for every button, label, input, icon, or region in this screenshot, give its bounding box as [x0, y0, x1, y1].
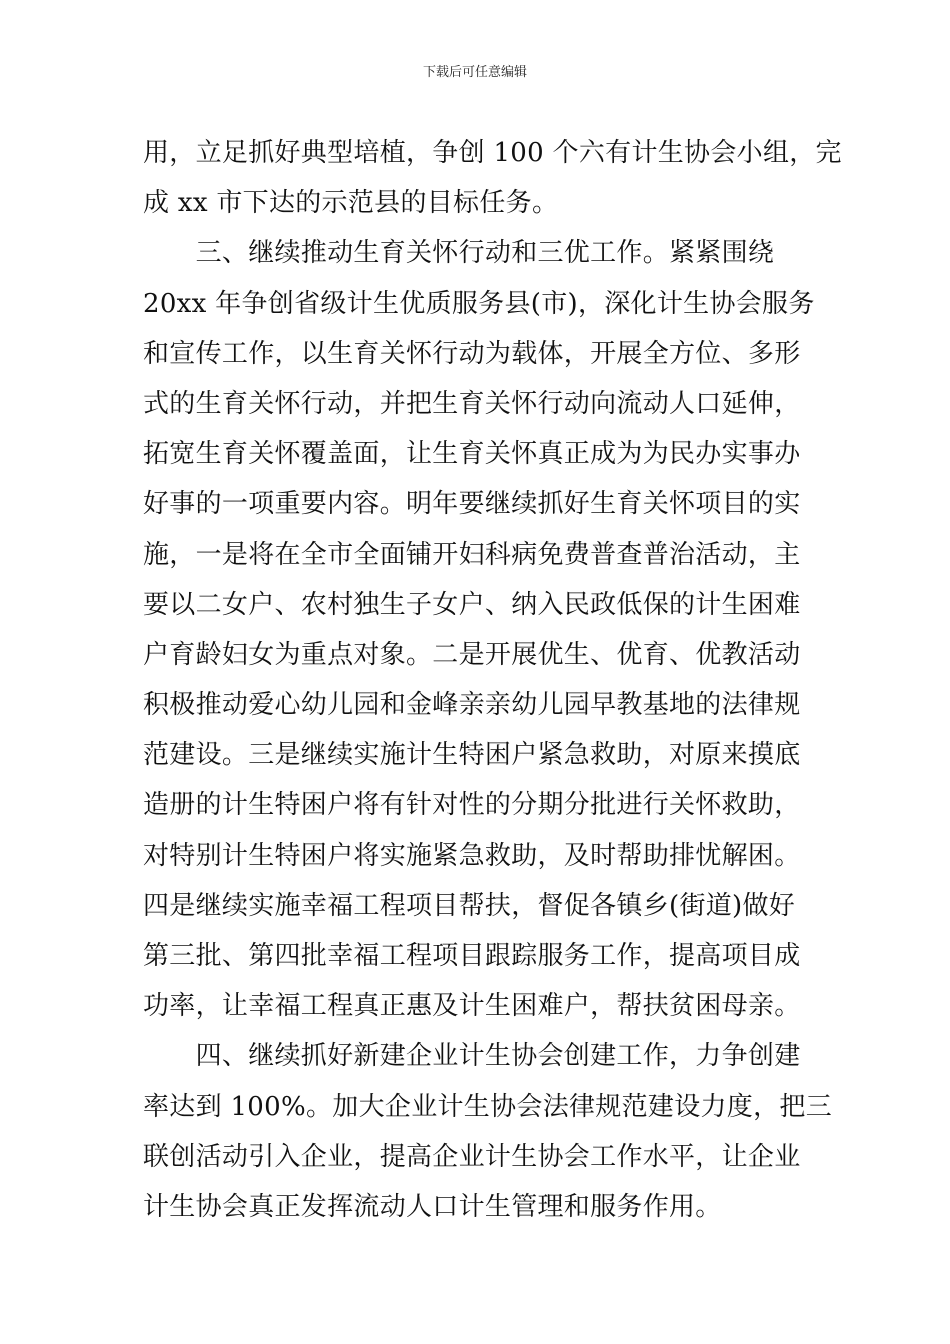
text-line: 第三批、第四批幸福工程项目跟踪服务工作，提高项目成 — [143, 941, 801, 971]
text-line: 20xx 年争创省级计生优质服务县(市)，深化计生协会服务 — [143, 288, 815, 319]
text-line: 范建设。三是继续实施计生特困户紧急救助，对原来摸底 — [143, 740, 801, 771]
text-line: 好事的一项重要内容。明年要继续抓好生育关怀项目的实 — [143, 489, 801, 520]
body-text — [143, 128, 842, 1232]
text-line: 拓宽生育关怀覆盖面，让生育关怀真正成为为民办实事办 — [143, 439, 801, 470]
text-line: 户育龄妇女为重点对象。二是开展优生、优育、优教活动 — [143, 639, 801, 670]
text-line: 对特别计生特困户将实施紧急救助，及时帮助排忧解困。 — [143, 840, 801, 871]
text-line: 成 xx 市下达的示范县的目标任务。 — [143, 188, 559, 219]
text-line: 联创活动引入企业，提高企业计生协会工作水平，让企业 — [143, 1141, 801, 1172]
text-line: 率达到 100%。加大企业计生协会法律规范建设力度，把三 — [143, 1091, 832, 1122]
text-line: 积极推动爱心幼儿园和金峰亲亲幼儿园早教基地的法律规 — [143, 690, 801, 721]
text-line: 要以二女户、农村独生子女户、纳入民政低保的计生困难 — [143, 589, 801, 620]
text-line: 四是继续实施幸福工程项目帮扶，督促各镇乡(街道)做好 — [143, 890, 796, 921]
text-line: 施，一是将在全市全面铺开妇科病免费普查普治活动，主 — [143, 539, 801, 570]
text-line: 和宣传工作，以生育关怀行动为载体，开展全方位、多形 — [143, 338, 801, 369]
text-line: 式的生育关怀行动，并把生育关怀行动向流动人口延伸， — [143, 388, 801, 419]
text-line: 造册的计生特困户将有针对性的分期分批进行关怀救助， — [143, 790, 801, 821]
text-line: 三、继续推动生育关怀行动和三优工作。紧紧围绕 — [143, 238, 775, 269]
text-line: 计生协会真正发挥流动人口计生管理和服务作用。 — [143, 1191, 722, 1222]
text-line: 用，立足抓好典型培植，争创 100 个六有计生协会小组，完 — [143, 138, 842, 168]
text-line: 功率，让幸福工程真正惠及计生困难户，帮扶贫困母亲。 — [143, 991, 801, 1022]
page-header: 下载后可任意编辑 — [422, 65, 527, 80]
text-line: 四、继续抓好新建企业计生协会创建工作，力争创建 — [143, 1041, 801, 1072]
